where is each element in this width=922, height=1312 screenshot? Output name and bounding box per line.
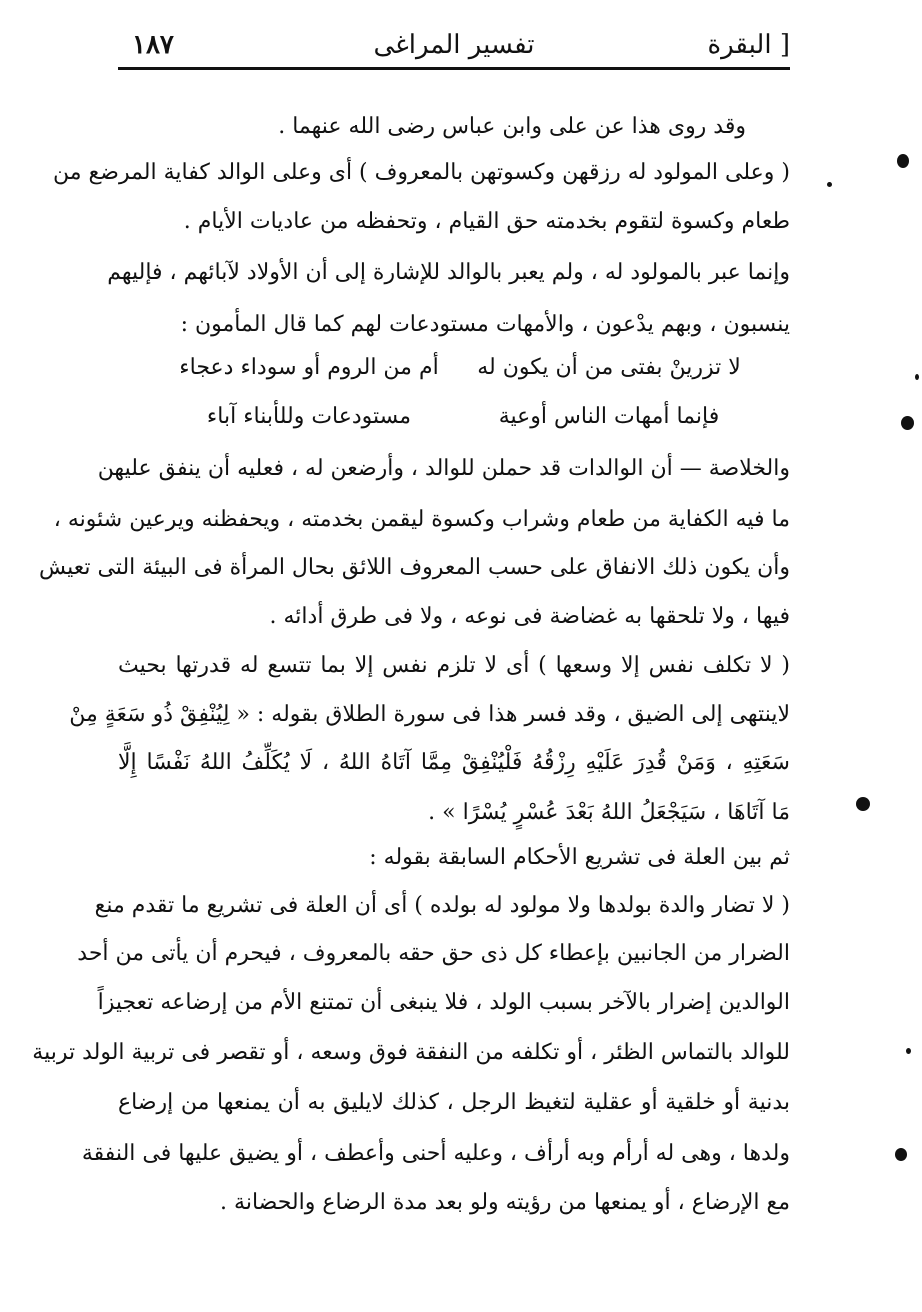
text-line: والخلاصة — أن الوالدات قد حملن للوالد ، وأرضعن له ، فعليه أن ينفق عليهن: [97, 456, 790, 481]
scan-speck: [897, 154, 909, 168]
scan-speck: [901, 416, 914, 430]
scan-speck: [827, 182, 832, 187]
quran-verse-line: مَا آتَاهَا ، سَيَجْعَلُ اللهُ بَعْدَ عُسْرٍ يُسْرًا » .: [428, 800, 790, 825]
text-line: للوالد بالتماس الظئر ، أو تكلفه من النفقة فوق وسعه ، أو تقصر فى تربية الولد تربية: [32, 1040, 790, 1065]
quran-verse-line: سَعَتِهِ ، وَمَنْ قُدِرَ عَلَيْهِ رِزْقُهُ فَلْيُنْفِقْ مِمَّا آتَاهُ اللهُ ، لَا يُكَلِّفُ اللهُ نَفْسًا إِلَّا: [118, 750, 790, 775]
text-line: طعام وكسوة لتقوم بخدمته حق القيام ، وتحفظه من عاديات الأيام .: [183, 209, 790, 234]
scan-speck: [915, 374, 919, 380]
page-header: [118, 22, 790, 62]
poem-hemistich-first: لا تزرينْ بفتى من أن يكون له: [477, 355, 741, 380]
text-line: الوالدين إضرار بالآخر بسبب الولد ، فلا ينبغى أن تمتنع الأم من إرضاعه تعجيزاً: [97, 990, 790, 1015]
poem-hemistich-second: مستودعات وللأبناء آباء: [206, 404, 412, 429]
text-line: وأن يكون ذلك الانفاق على حسب المعروف اللائق بحال المرأة فى البيئة التى تعيش: [39, 555, 790, 580]
text-line: الضرار من الجانبين بإعطاء كل ذى حق حقه بالمعروف ، فيحرم أن يأتى من أحد: [77, 941, 790, 966]
text-line: ولدها ، وهى له أرأم وبه أرأف ، وعليه أحنى وأعطف ، أو يضيق عليها فى النفقة: [81, 1141, 790, 1166]
page-number: ١٨٧: [132, 30, 174, 60]
text-line: ثم بين العلة فى تشريع الأحكام السابقة بقوله :: [369, 845, 790, 870]
surah-name: البقرة ]: [707, 30, 790, 60]
book-title: تفسير المراغى: [373, 30, 535, 60]
poem-hemistich-first: فإنما أمهات الناس أوعية: [498, 404, 720, 429]
text-line: لاينتهى إلى الضيق ، وقد فسر هذا فى سورة الطلاق بقوله : « لِيُنْفِقْ ذُو سَعَةٍ مِنْ: [69, 702, 790, 727]
text-line: ما فيه الكفاية من طعام وشراب وكسوة ليقمن بخدمته ، ويحفظنه ويرعين شئونه ،: [53, 507, 790, 532]
scan-speck: [906, 1048, 911, 1054]
text-line: مع الإرضاع ، أو يمنعها من رؤيته ولو بعد مدة الرضاع والحضانة .: [220, 1190, 790, 1215]
text-line: وقد روى هذا عن على وابن عباس رضى الله عنهما .: [278, 114, 746, 139]
text-line: ( لا تضار والدة بولدها ولا مولود له بولده ) أى أن العلة فى تشريع ما تقدم منع: [94, 893, 790, 918]
text-line: فيها ، ولا تلحقها به غضاضة فى نوعه ، ولا فى طرق أدائه .: [269, 604, 790, 629]
scan-speck: [856, 797, 870, 811]
text-line: وإنما عبر بالمولود له ، ولم يعبر بالوالد للإشارة إلى أن الأولاد لآبائهم ، فإليهم: [107, 260, 790, 285]
scan-speck: [895, 1148, 907, 1161]
header-rule: [118, 67, 790, 70]
text-line: ( وعلى المولود له رزقهن وكسوتهن بالمعروف ) أى وعلى الوالد كفاية المرضع من: [53, 160, 790, 185]
text-line: ( لا تكلف نفس إلا وسعها ) أى لا تلزم نفس إلا بما تتسع له قدرتها بحيث: [118, 653, 790, 678]
text-line: بدنية أو خلقية أو عقلية لتغيظ الرجل ، كذلك لايليق به أن يمنعها من إرضاع: [118, 1090, 790, 1115]
text-line: ينسبون ، وبهم يدْعون ، والأمهات مستودعات لهم كما قال المأمون :: [180, 312, 790, 337]
poem-hemistich-second: أم من الروم أو سوداء دعجاء: [179, 355, 439, 380]
